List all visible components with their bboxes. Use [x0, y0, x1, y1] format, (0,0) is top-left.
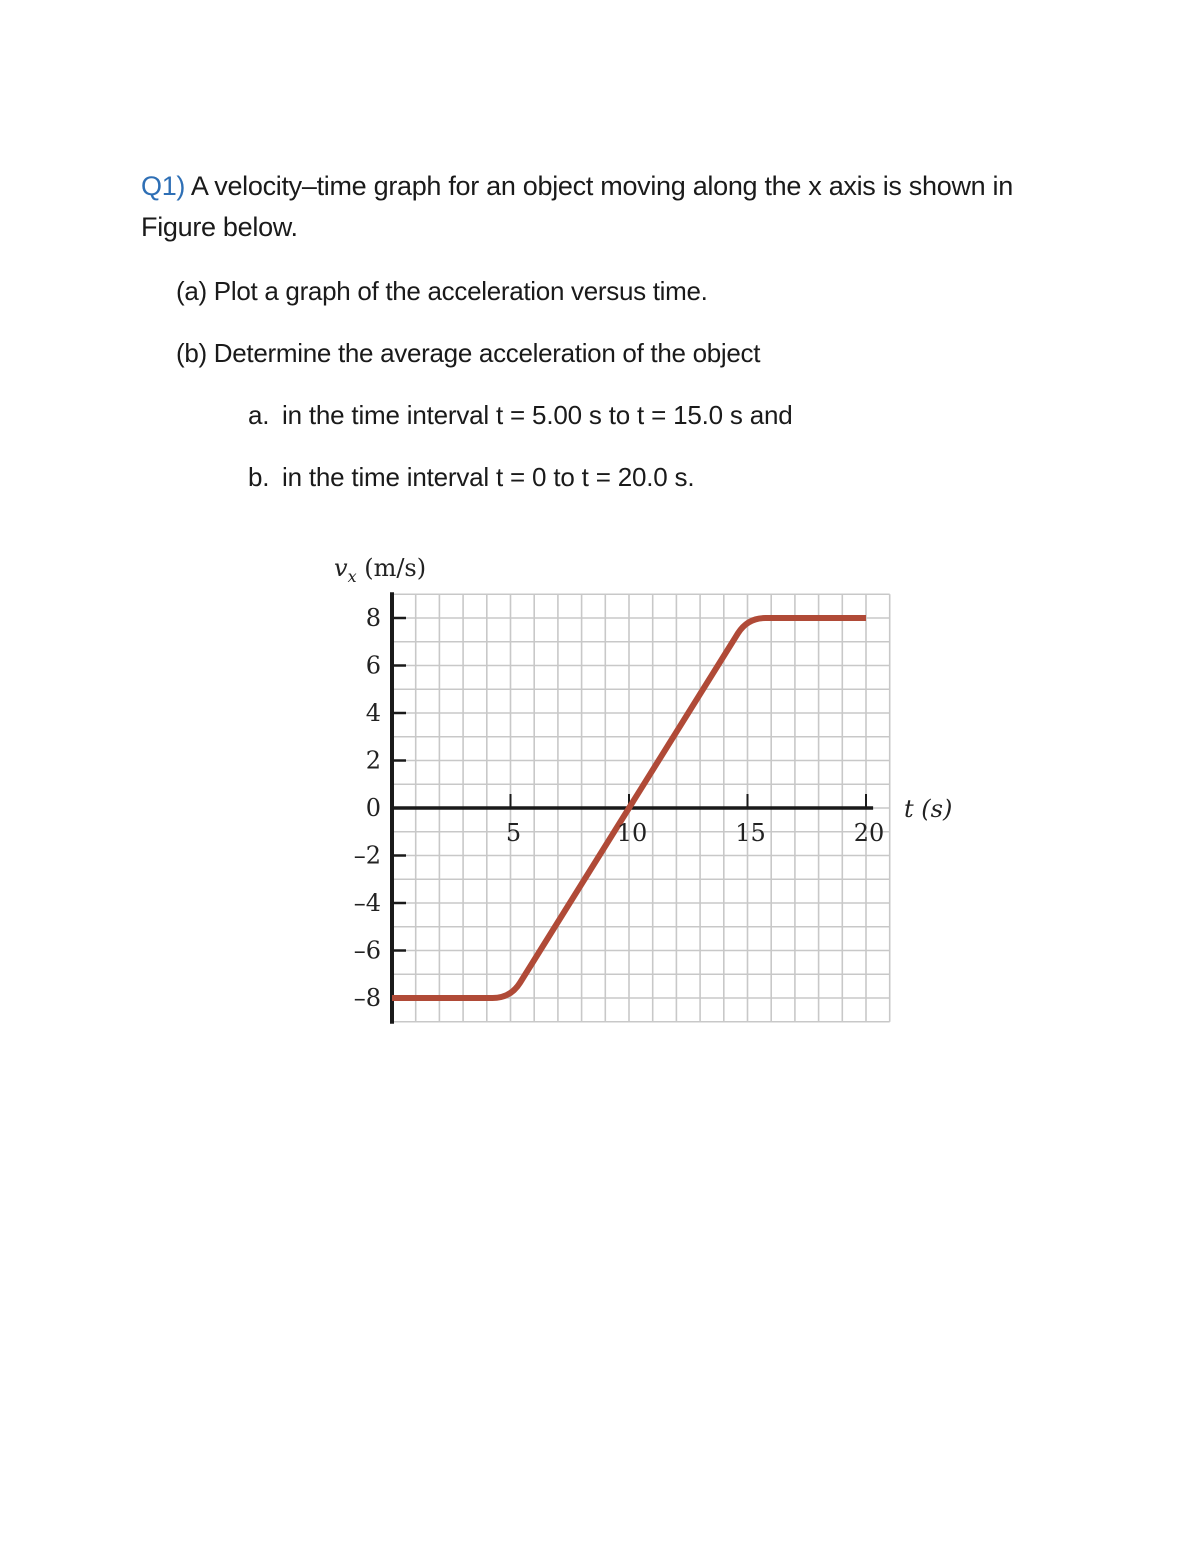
- y-tick-label: –4: [353, 889, 381, 917]
- chart-axes: [392, 592, 873, 1024]
- y-axis-sub: x: [347, 567, 357, 586]
- x-tick-label: 5: [505, 819, 522, 847]
- subpart-a-text: in the time interval t = 5.00 s to t = 15.0 s and: [282, 400, 793, 430]
- y-tick-label: –2: [353, 841, 381, 870]
- y-tick-label: –8: [353, 984, 381, 1012]
- subpart-b-text: in the time interval t = 0 to t = 20.0 s.: [282, 462, 695, 492]
- part-a: (a) Plot a graph of the acceleration versus time.: [176, 276, 708, 306]
- y-tick-label: 2: [365, 746, 381, 775]
- subpart-a-marker: a.: [248, 400, 270, 430]
- x-tick-label: 10: [616, 819, 648, 847]
- x-axis-title: t (s): [904, 795, 953, 823]
- y-tick-label: 0: [365, 794, 381, 822]
- subpart-b-marker: b.: [248, 462, 270, 492]
- y-tick-label: 6: [365, 651, 381, 680]
- question-body: A velocity–time graph for an object moving along the x axis is shown in Figure below.: [141, 171, 1013, 242]
- y-axis-title: [334, 554, 426, 586]
- question-number: Q1): [141, 171, 186, 201]
- y-axis-var: v: [334, 554, 348, 582]
- x-tick-label: 15: [735, 819, 766, 847]
- part-b: (b) Determine the average acceleration of the object: [176, 338, 761, 368]
- y-tick-label: –6: [353, 936, 381, 965]
- y-tick-label: 8: [365, 604, 381, 632]
- y-axis-unit: (m/s): [356, 554, 427, 582]
- y-tick-label: 4: [365, 699, 381, 727]
- x-tick-label: 20: [853, 819, 885, 847]
